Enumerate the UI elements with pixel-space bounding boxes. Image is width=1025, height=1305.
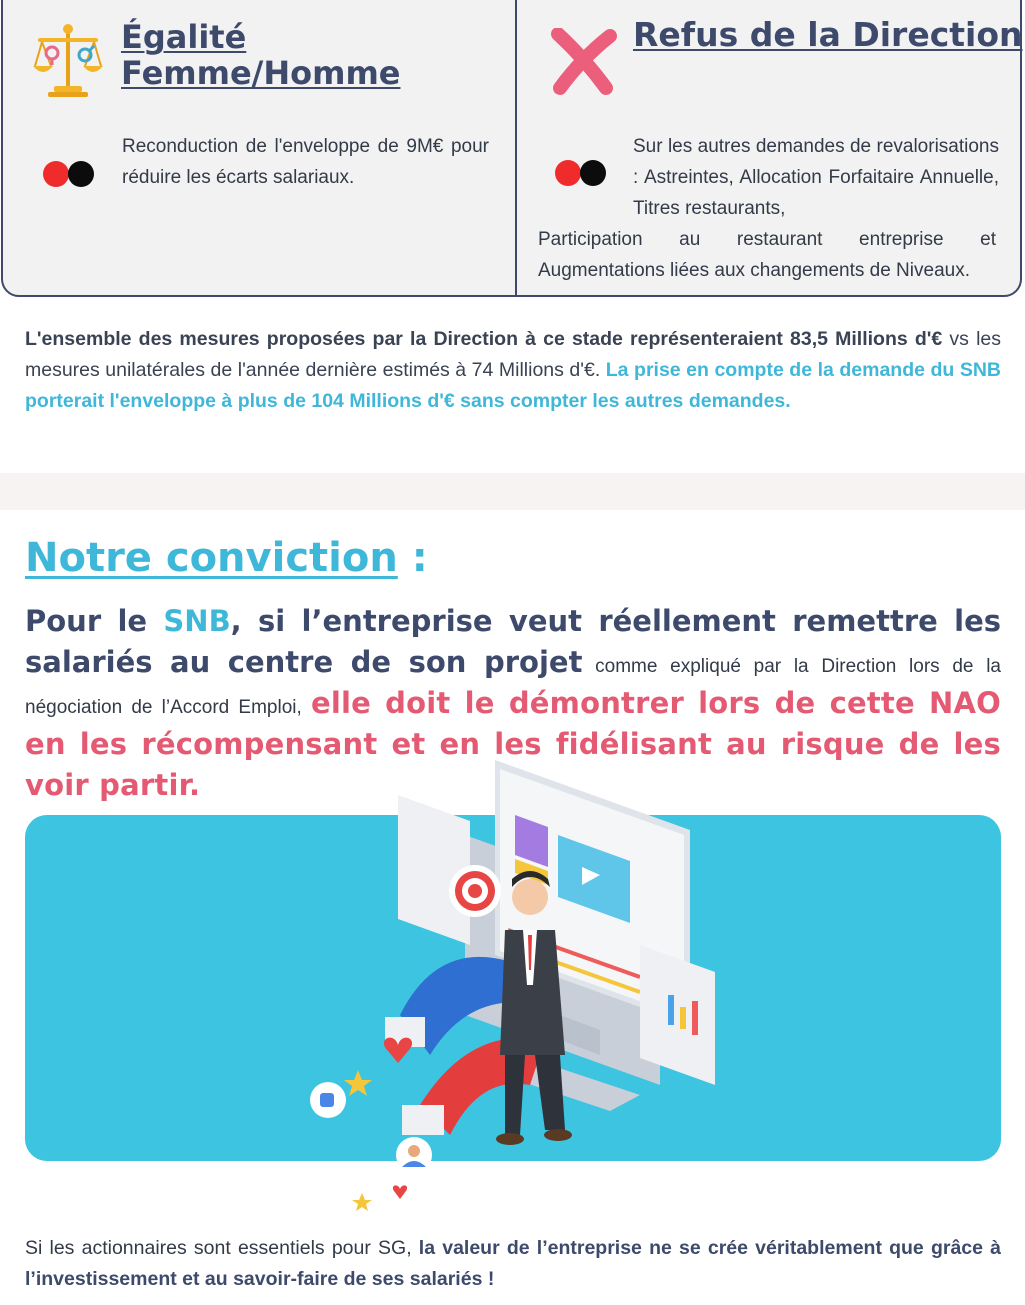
conviction-lead-2: , si l’entreprise veut réellement remettre les salariés au centre de son projet <box>25 604 1001 679</box>
conviction-snb: SNB <box>163 604 231 638</box>
magnet-illustration <box>0 755 1025 1215</box>
conviction-heading-text: Notre conviction <box>25 535 398 581</box>
summary-bold: L'ensemble des mesures proposées par la Direction à ce stade représenteraient 83,5 Millions d'€ <box>25 328 943 350</box>
conviction-lead-1: Pour le <box>25 604 164 638</box>
section-separator <box>0 473 1025 510</box>
equality-text: Reconduction de l'enveloppe de 9M€ pour réduire les écarts salariaux. <box>122 136 489 188</box>
summary-normal: vs les mesures unilatérales de l'année dernière estimés à 74 Millions d'€. <box>25 328 1001 381</box>
summary-accent: La prise en compte de la demande du SNB porterait l'enveloppe à plus de 104 Millions d'€ sans compter les autres demandes. <box>25 359 1001 412</box>
refusal-text-bottom: Participation au restaurant entreprise et Augmentations liées aux changements de Niveaux. <box>538 229 996 281</box>
closing-normal: Si les actionnaires sont essentiels pour SG, <box>25 1237 419 1259</box>
conviction-middle: comme expliqué par la Direction lors de la négociation de l’Accord Emploi, <box>25 656 1001 718</box>
conviction-heading-colon: : <box>397 535 428 581</box>
scale-icon <box>32 20 104 98</box>
conviction-heading <box>25 533 428 583</box>
refusal-text-top: Sur les autres demandes de revalorisations : Astreintes, Allocation Forfaitaire Annuelle, Titres restaurants, <box>633 136 999 219</box>
red-black-dots-icon <box>555 160 609 186</box>
red-black-dots-icon <box>43 161 97 187</box>
equality-title: Égalité Femme/Homme <box>121 18 401 92</box>
summary-paragraph <box>25 324 1001 417</box>
conviction-pink: elle doit le démontrer lors de cette NAO en les récompensant et en les fidélisant au risque de les voir partir. <box>25 686 1002 802</box>
refusal-title: Refus de la Direction <box>633 15 1023 54</box>
closing-paragraph <box>25 1233 1001 1295</box>
target-group <box>449 865 501 917</box>
closing-bold: la valeur de l’entreprise ne se crée véritablement que grâce à l’investissement et au savoir-faire de ses salariés ! <box>25 1237 1001 1290</box>
cross-icon <box>548 28 618 96</box>
column-divider <box>515 0 517 295</box>
